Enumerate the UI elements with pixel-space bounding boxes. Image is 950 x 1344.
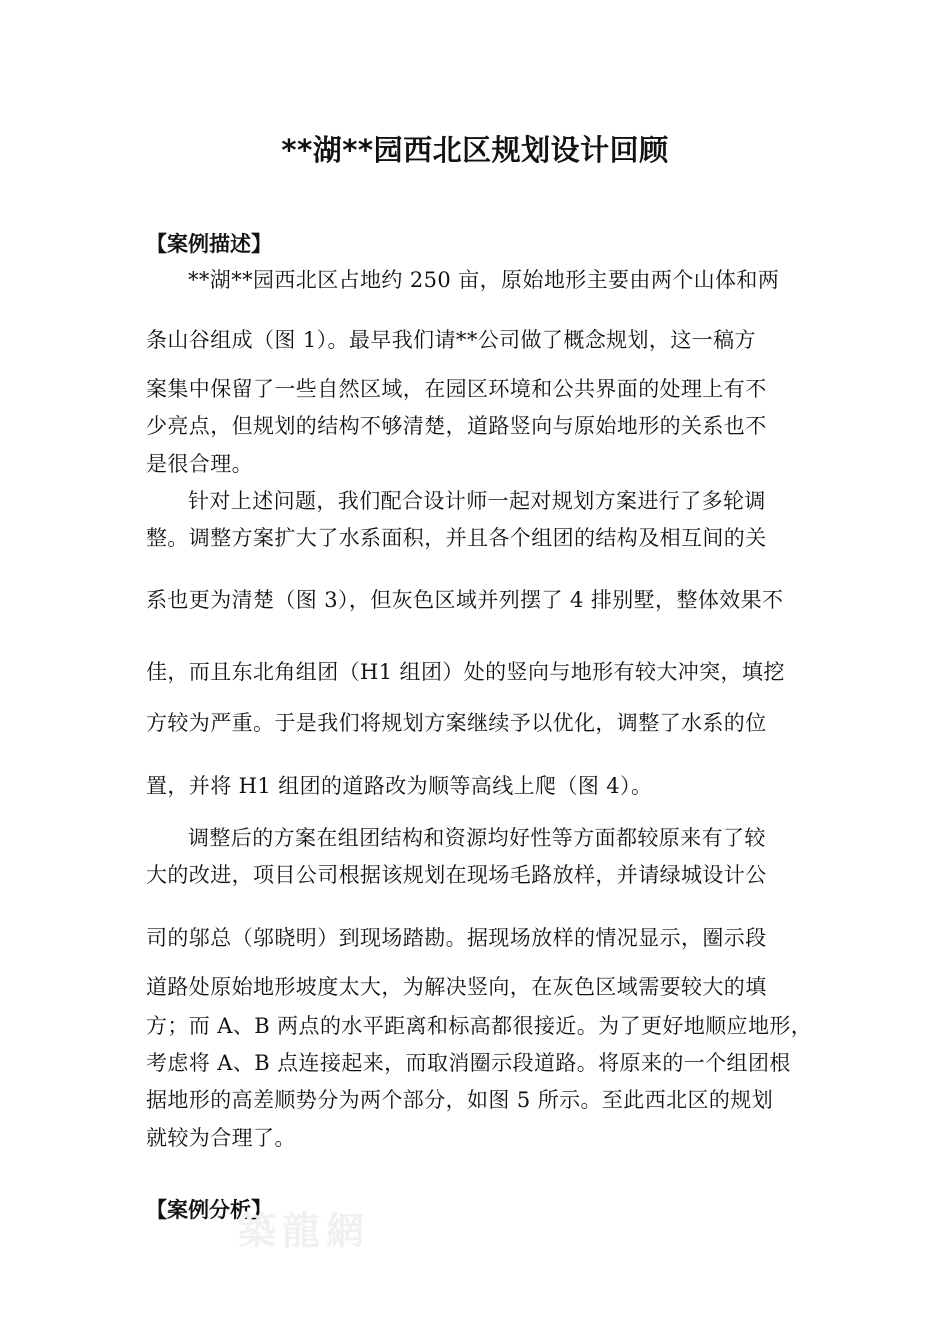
paragraph-line: 方较为严重。于是我们将规划方案继续予以优化，调整了水系的位 <box>146 711 767 735</box>
paragraph-line: 就较为合理了。 <box>146 1126 296 1150</box>
paragraph-line: 大的改进，项目公司根据该规划在现场毛路放样，并请绿城设计公 <box>146 863 767 887</box>
paragraph-line: 据地形的高差顺势分为两个部分，如图 5 所示。至此西北区的规划 <box>146 1088 774 1112</box>
paragraph-line: 少亮点，但规划的结构不够清楚，道路竖向与原始地形的关系也不 <box>146 414 767 438</box>
section-heading-analysis: 【案例分析】 <box>146 1198 272 1222</box>
paragraph-line: 系也更为清楚（图 3），但灰色区域并列摆了 4 排别墅，整体效果不 <box>146 588 784 612</box>
paragraph-line: 置，并将 H1 组团的道路改为顺等高线上爬（图 4）。 <box>146 774 653 798</box>
paragraph-line: 司的邬总（邬晓明）到现场踏勘。据现场放样的情况显示，圈示段 <box>146 926 767 950</box>
document-title: **湖**园西北区规划设计回顾 <box>281 133 669 167</box>
paragraph-line: 考虑将 A、B 点连接起来，而取消圈示段道路。将原来的一个组团根 <box>146 1051 791 1075</box>
paragraph-line: 佳，而且东北角组团（H1 组团）处的竖向与地形有较大冲突，填挖 <box>146 660 785 684</box>
paragraph-line: 是很合理。 <box>146 452 253 476</box>
paragraph-line: 针对上述问题，我们配合设计师一起对规划方案进行了多轮调 <box>188 489 766 513</box>
paragraph-line: 案集中保留了一些自然区域，在园区环境和公共界面的处理上有不 <box>146 377 767 401</box>
paragraph-line: 条山谷组成（图 1）。最早我们请**公司做了概念规划，这一稿方 <box>146 328 756 352</box>
paragraph-line: **湖**园西北区占地约 250 亩，原始地形主要由两个山体和两 <box>188 268 780 292</box>
section-heading-description: 【案例描述】 <box>146 232 272 256</box>
paragraph-line: 调整后的方案在组团结构和资源均好性等方面都较原来有了较 <box>188 826 766 850</box>
paragraph-line: 方；而 A、B 两点的水平距离和标高都很接近。为了更好地顺应地形， <box>146 1014 813 1038</box>
watermark-logo: 築龍網 <box>238 1208 371 1253</box>
paragraph-line: 整。调整方案扩大了水系面积，并且各个组团的结构及相互间的关 <box>146 526 767 550</box>
paragraph-line: 道路处原始地形坡度太大，为解决竖向，在灰色区域需要较大的填 <box>146 975 767 999</box>
